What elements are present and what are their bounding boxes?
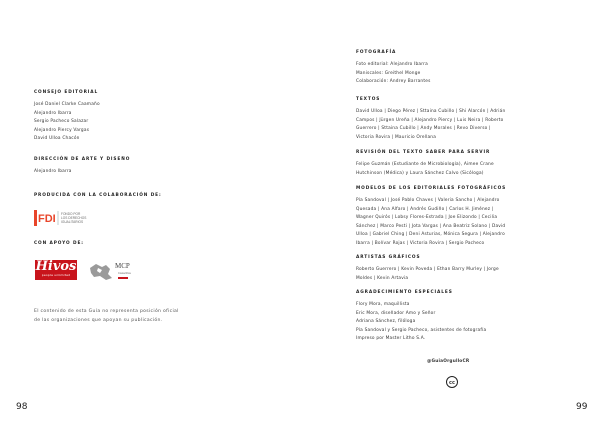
artistas-section	[356, 255, 499, 283]
consejo-name: José Daniel Clarke Caamaño	[34, 102, 100, 107]
hivos-name: Hivos	[35, 259, 77, 274]
textos-section	[356, 97, 505, 142]
colab-section	[34, 193, 162, 198]
social-handle: @GuiaOrgulloCR	[427, 359, 470, 364]
hivos-tagline: people unlimited	[41, 273, 71, 277]
agradecimiento-line: Pía Sandoval y Sergio Pacheco, asistentes de fotografía	[356, 327, 487, 333]
modelos-line: Quesada | Ana Alfaro | Andrés Gudiño | Carlos H. Jiménez |	[356, 206, 494, 212]
disclaimer	[34, 307, 179, 325]
agradecimiento-line: Adriana Sánchez, filóloga	[356, 319, 416, 325]
direccion-name: Alejandro Ibarra	[34, 169, 72, 174]
consejo-name: Alejandro Piercy Vargas	[34, 127, 90, 133]
fdi-letters: FDI	[38, 213, 56, 225]
modelos-line: Sánchez | Marco Pesti | Jota Vargas | Ana Beatriz Solano | David	[356, 223, 506, 229]
cc-icon: cc	[446, 376, 458, 388]
agradecimiento-line: Flory Mora, maquillista	[356, 302, 410, 307]
foto-line: Foto editorial: Alejandro Ibarra	[356, 62, 428, 67]
mcp-name: MCP	[115, 262, 130, 270]
fdi-text1: FONDO POR	[61, 212, 81, 216]
mcp-logo	[88, 258, 138, 284]
disclaimer-line: El contenido de esta Guía no representa posición oficial	[34, 309, 179, 314]
right-page	[300, 0, 600, 423]
textos-line: Victoria Rovira | Mauricio Orellana	[356, 134, 437, 140]
fdi-logo	[34, 208, 104, 228]
disclaimer-line: de las organizaciones que apoyan su publicación.	[34, 318, 163, 323]
textos-line: Campos | Jürgen Ureña | Alejandro Piercy | Luis Neira | Roberto	[356, 117, 504, 123]
consejo-title: CONSEJO EDITORIAL	[34, 90, 99, 95]
direccion-section	[34, 157, 130, 177]
apoyo-section	[34, 241, 84, 246]
modelos-line: Wagner Quirós | Lobsy Flores-Estrada | Joe Elizondo | Cecilia	[356, 215, 498, 221]
page-number-left: 98	[16, 402, 28, 412]
colab-title: PRODUCIDA CON LA COLABORACIÓN DE:	[34, 193, 162, 198]
fdi-text2: LOS DERECHOS	[61, 216, 87, 220]
mcp-sub: Costa Rica	[118, 272, 131, 275]
hivos-logo	[35, 260, 77, 280]
fdi-text3: IGUALITARIOS	[61, 220, 84, 224]
revision-line: Hutchinson (Médica) y Laura Sánchez Calvo (Sicóloga)	[356, 170, 484, 176]
modelos-line: Ibarra | Bolívar Rojas | Victoria Rovira | Sergio Pacheco	[356, 240, 485, 246]
artistas-title: ARTISTAS GRÁFICOS	[356, 255, 421, 260]
direccion-title: DIRECCIÓN DE ARTE Y DISEÑO	[34, 157, 131, 162]
consejo-section	[34, 90, 100, 144]
consejo-name: Alejandro Ibarra	[34, 110, 72, 116]
modelos-title: MODELOS DE LOS EDITORIALES FOTOGRÁFICOS	[356, 186, 507, 191]
page-number-right: 99	[576, 402, 588, 412]
revision-section	[356, 150, 494, 178]
textos-line: Guerrero | Sttaina Cubillo | Andy Morales | Revo Diverso |	[356, 126, 491, 132]
consejo-name: David Ulloa Chacón	[34, 136, 80, 142]
modelos-section	[356, 186, 506, 249]
foto-section	[356, 50, 431, 87]
foto-line: Maniscales: Greithel Monge	[356, 70, 421, 76]
apoyo-title: CON APOYO DE:	[34, 241, 84, 246]
revision-line: Felipe Guzmán (Estudiante de Microbiología), Aimee Crane	[356, 162, 494, 167]
foto-title: FOTOGRAFÍA	[356, 50, 397, 55]
revision-title: REVISIÓN DEL TEXTO SABER PARA SERVIR	[356, 150, 491, 155]
artistas-line: Moldes | Kevin Artavia	[356, 275, 409, 281]
textos-line: David Ulloa | Diego Pérez | Sttaina Cubillo | Shi Alarcón | Adrián	[356, 109, 506, 114]
foto-line: Colaboración: Andrey Barrantes	[356, 79, 431, 85]
textos-title: TEXTOS	[356, 97, 381, 102]
agradecimiento-line: Impreso por Master Litho S.A.	[356, 336, 426, 342]
artistas-line: Roberto Guerrero | Kevin Poveda | Ethan Barry Murley | Jorge	[356, 267, 499, 272]
modelos-line: Ulloa | Gabriel Ching | Deni Asturias, Mónica Segura | Alejandro	[356, 232, 505, 238]
modelos-line: Pía Sandoval | José Pablo Chaves | Valeria Sancho | Alejandro	[356, 198, 500, 203]
agradecimiento-section	[356, 290, 486, 344]
consejo-name: Sergio Pacheco Salazar	[34, 119, 89, 125]
agradecimiento-title: AGRADECIMIENTO ESPECIALES	[356, 290, 453, 295]
agradecimiento-line: Eric Mora, diseñador Amo y Señor	[356, 310, 436, 316]
